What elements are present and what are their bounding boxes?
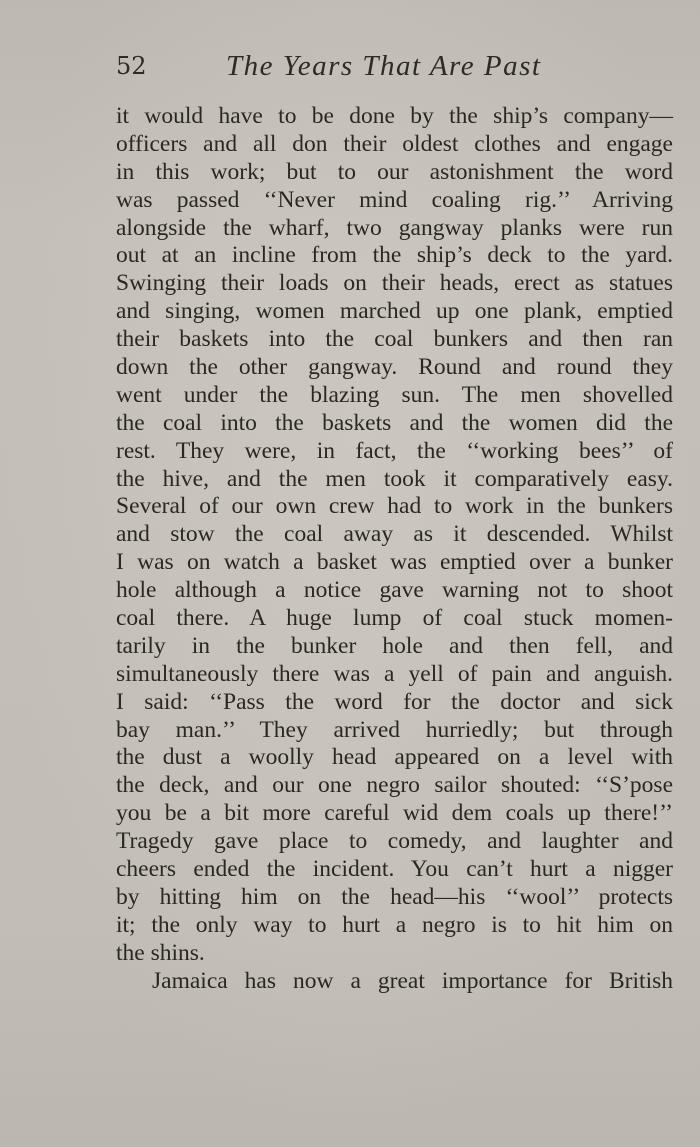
text-line: Swinging their loads on their heads, erect as statues	[116, 270, 673, 297]
running-title: The Years That Are Past	[226, 50, 542, 82]
text-line: down the other gangway. Round and round they	[116, 354, 673, 381]
text-line: was passed ‘‘Never mind coaling rig.’’ Arriving	[116, 186, 673, 213]
text-line: went under the blazing sun. The men shovelled	[116, 381, 673, 408]
text-line: I was on watch a basket was emptied over a bunker	[116, 549, 673, 576]
text-line: Tragedy gave place to comedy, and laughter and	[116, 828, 673, 855]
text-line: tarily in the bunker hole and then fell, and	[116, 632, 673, 659]
text-line: their baskets into the coal bunkers and then ran	[116, 326, 673, 353]
text-line: rest. They were, in fact, the ‘‘working bees’’ of	[116, 437, 673, 464]
text-line: the hive, and the men took it comparatively easy.	[116, 465, 673, 492]
text-line: hole although a notice gave warning not to shoot	[116, 577, 673, 604]
page-number: 52	[116, 52, 147, 80]
text-line: the shins.	[116, 939, 205, 966]
text-line: the dust a woolly head appeared on a level with	[116, 744, 673, 771]
text-line: by hitting him on the head—his ‘‘wool’’ protects	[116, 883, 673, 910]
text-line: coal there. A huge lump of coal stuck momen-	[116, 605, 673, 632]
text-line: in this work; but to our astonishment the word	[116, 158, 673, 185]
text-line: the deck, and our one negro sailor shouted: ‘‘S’pose	[116, 772, 673, 799]
text-line: and stow the coal away as it descended. Whilst	[116, 521, 673, 548]
text-line: Several of our own crew had to work in the bunkers	[116, 493, 673, 520]
text-line: officers and all don their oldest clothes and engage	[116, 130, 673, 157]
text-line: alongside the wharf, two gangway planks were run	[116, 214, 673, 241]
text-line: it; the only way to hurt a negro is to hit him on	[116, 911, 673, 938]
text-line: simultaneously there was a yell of pain and anguish.	[116, 660, 673, 687]
text-line: out at an incline from the ship’s deck to the yard.	[116, 242, 673, 269]
text-line: cheers ended the incident. You can’t hurt a nigger	[116, 856, 673, 883]
text-line: it would have to be done by the ship’s company—	[116, 103, 673, 129]
body-text	[116, 103, 673, 996]
text-line: Jamaica has now a great importance for British	[152, 967, 673, 994]
text-line: and singing, women marched up one plank, emptied	[116, 298, 673, 325]
text-line: I said: ‘‘Pass the word for the doctor and sick	[116, 688, 673, 715]
page-header	[116, 50, 676, 86]
text-line: the coal into the baskets and the women did the	[116, 409, 673, 436]
text-line: you be a bit more careful wid dem coals up there!’’	[116, 800, 673, 827]
text-line: bay man.’’ They arrived hurriedly; but through	[116, 716, 673, 743]
